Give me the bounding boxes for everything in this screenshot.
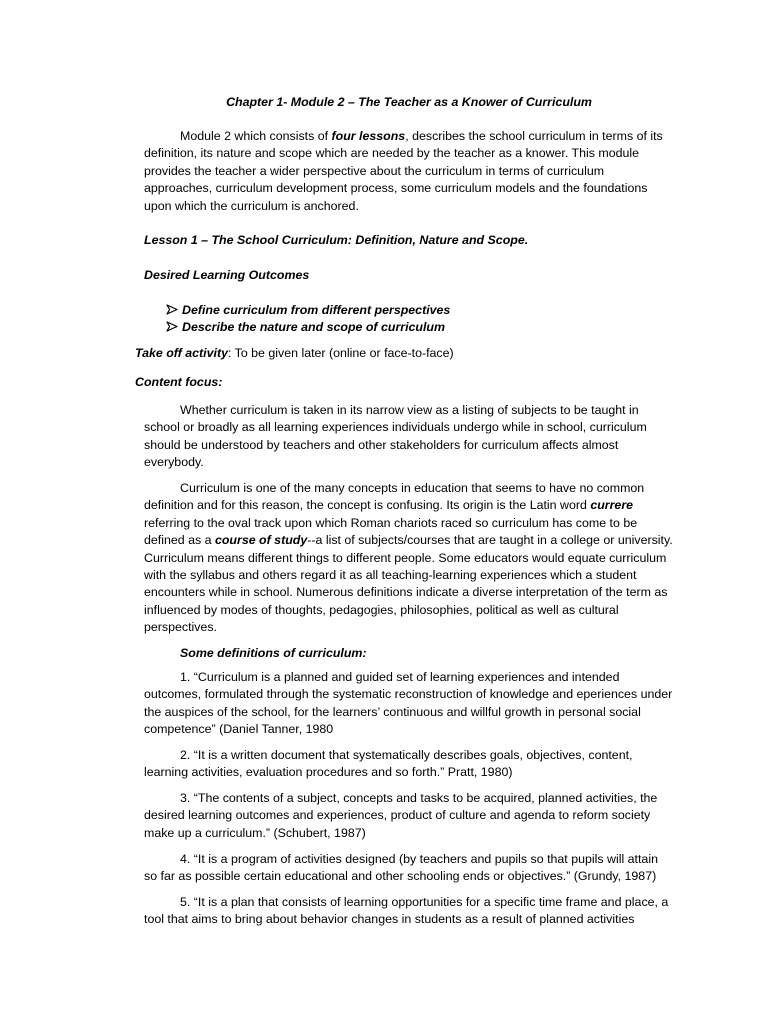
intro-paragraph — [144, 128, 674, 215]
paragraph-text: --a list of subjects/courses that are taught in a college or university. Curriculum means different things to different people. Some educators would equate curriculum with the syllabus and others regard it as all teaching-learning experiences which a student encounters while in school. Numerous definitions indicate a diverse interpretation of the term as influenced by modes of thoughts, pedagogies, philosophies, political as well as cultural perspectives. — [144, 533, 673, 635]
definition-item: 3. “The contents of a subject, concepts and tasks to be acquired, planned activities, the desired learning outcomes and experiences, product of culture and agenda to reform society make up a curriculum.” (Schubert, 1987) — [144, 791, 658, 840]
intro-text-start: Module 2 which consists of — [180, 129, 332, 143]
definitions-heading: Some definitions of curriculum: — [180, 646, 367, 660]
body-paragraph — [144, 480, 674, 637]
body-paragraph: Whether curriculum is taken in its narrow view as a listing of subjects to be taught in school or broadly as all learning experiences individuals undergo while in school, curriculum should be understood by teachers and other stakeholders for curriculum affects almost everybody. — [144, 403, 647, 470]
outcome-item — [166, 302, 450, 319]
arrow-bullet-icon — [166, 319, 182, 336]
paragraph-text: referring to the oval track upon which Roman chariots raced so curriculum has come to be defined as a — [144, 515, 638, 548]
definition-item: 2. “It is a written document that systematically describes goals, objectives, content, learning activities, evaluation procedures and so forth.” Pratt, 1980) — [144, 748, 633, 780]
chapter-title: Chapter 1- Module 2 – The Teacher as a Knower of Curriculum — [226, 95, 592, 109]
intro-text-rest: , describes the school curriculum in terms of its definition, its nature and scope which are needed by the teacher as a knower. This module provides the teacher a wider perspective about the curriculum in terms of curriculum approaches, curriculum development process, some curriculum models and the foundations upon which the curriculum is anchored. — [144, 129, 663, 213]
outcome-item — [166, 319, 445, 336]
definition-item: 5. “It is a plan that consists of learning opportunities for a specific time frame and place, a tool that aims to bring about behavior changes in students as a result of planned activities — [144, 895, 669, 927]
emphasis-term: course of study — [214, 533, 308, 548]
content-focus-heading: Content focus: — [135, 375, 223, 389]
takeoff-label: Take off activity — [135, 346, 228, 360]
outcomes-heading: Desired Learning Outcomes — [144, 268, 310, 282]
definition-item: 1. “Curriculum is a planned and guided set of learning experiences and intended outcomes, formulated through the systematic reconstruction of knowledge and eperiences under the auspices of the school, for the learners’ continuous and willful growth in personal social competence” (Daniel Tanner, 1980 — [144, 670, 673, 737]
takeoff-line — [135, 345, 454, 362]
definition-item: 4. “It is a program of activities designed (by teachers and pupils so that pupils will attain so far as possible certain educational and other schooling ends or objectives.” (Grundy, 1987) — [144, 852, 658, 884]
takeoff-text: : To be given later (online or face-to-face) — [227, 346, 454, 360]
intro-emphasis: four lessons — [331, 129, 406, 143]
emphasis-term: currere — [590, 498, 634, 513]
paragraph-text: Curriculum is one of the many concepts in education that seems to have no common definition and for this reason, the concept is confusing. Its origin is the Latin word — [144, 481, 645, 513]
outcome-text: Define curriculum from different perspectives — [182, 303, 451, 317]
lesson-heading: Lesson 1 – The School Curriculum: Definition, Nature and Scope. — [144, 233, 529, 247]
arrow-bullet-icon — [166, 302, 182, 319]
outcome-text: Describe the nature and scope of curriculum — [182, 320, 446, 334]
